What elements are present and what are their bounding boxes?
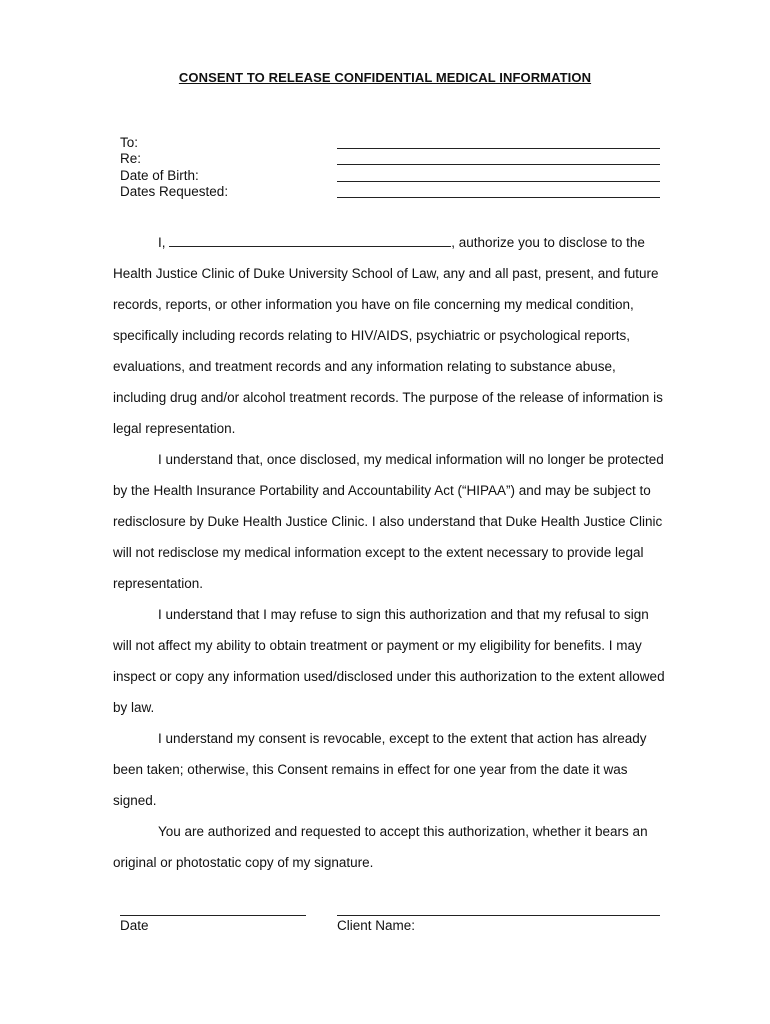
paragraph-lead: I, [158,235,166,250]
paragraph-copy: You are authorized and requested to accept this authorization, whether it bears an original or photostatic copy of my signature. [113,824,648,870]
field-label-date-of-birth: Date of Birth: [120,168,199,183]
field-label-dates-requested: Dates Requested: [120,184,229,199]
paragraph-authorization [113,227,668,444]
client-name-label: Client Name: [337,918,416,933]
paragraph-revocable: I understand my consent is revocable, except to the extent that action has already been taken; otherwise, this Consent remains in effect for one year from the date it was signed. [113,731,647,808]
field-line-date-of-birth[interactable] [337,181,660,182]
patient-name-blank[interactable] [169,234,451,247]
field-line-to[interactable] [337,148,660,149]
date-label: Date [120,918,149,933]
date-signature-line[interactable] [120,915,306,916]
field-line-re[interactable] [337,164,660,165]
consent-body [113,227,668,878]
field-label-re: Re: [120,151,142,166]
paragraph-hipaa: I understand that, once disclosed, my medical information will no longer be protected by the Health Insurance Portability and Accountability Act (“HIPAA”) and may be subject to redisclosure by Duke Health Justice Clinic. I also understand that Duke Health Justice Clinic will not redisclose my medical information except to the extent necessary to provide legal representation. [113,452,664,591]
paragraph-authorization-text: , authorize you to disclose to the Health Justice Clinic of Duke University School of Law, any and all past, present, and future records, reports, or other information you have on file concerning my medical condition, specifically including records relating to HIV/AIDS, psychiatric or psychological reports, evaluations, and treatment records and any information relating to substance abuse, including drug and/or alcohol treatment records. The purpose of the release of information is legal representation. [113,235,663,436]
document-title: CONSENT TO RELEASE CONFIDENTIAL MEDICAL INFORMATION [178,70,592,85]
paragraph-refusal: I understand that I may refuse to sign this authorization and that my refusal to sign will not affect my ability to obtain treatment or payment or my eligibility for benefits. I may inspect or copy any information used/disclosed under this authorization to the extent allowed by law. [113,607,665,715]
field-line-dates-requested[interactable] [337,197,660,198]
field-label-to: To: [120,135,139,150]
client-signature-line[interactable] [337,915,660,916]
